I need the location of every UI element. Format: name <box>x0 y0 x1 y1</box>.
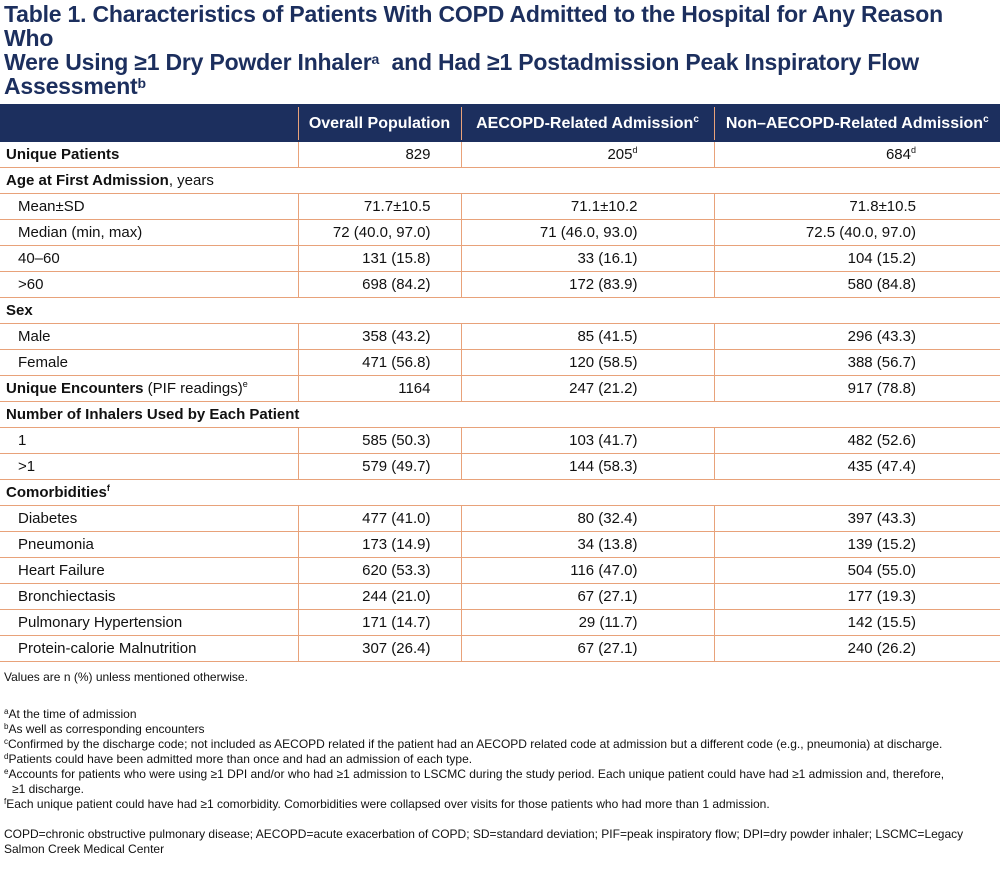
cell-non-aecopd: 482 (52.6) <box>714 428 1000 454</box>
cell-overall: 72 (40.0, 97.0) <box>298 220 461 246</box>
cell-overall: 471 (56.8) <box>298 350 461 376</box>
row-label-male: Male <box>0 324 298 350</box>
cell-aecopd: 33 (16.1) <box>461 246 714 272</box>
table-row <box>0 584 1000 610</box>
table-row <box>0 558 1000 584</box>
row-label-malnutrition: Protein-calorie Malnutrition <box>0 636 298 662</box>
cell-overall: 244 (21.0) <box>298 584 461 610</box>
row-label-inhalers-1: 1 <box>0 428 298 454</box>
table-row <box>0 350 1000 376</box>
footnote-e: $^e$Accounts for patients who were using ≥1 DPI and/or who had ≥1 admission to LSCMC during the study period. Each unique patient could have had ≥1 admission and, therefore, ≥1 discharge. <box>4 767 945 796</box>
cell-aecopd: 205$^d$ <box>461 141 714 168</box>
table-row <box>0 324 1000 350</box>
footnote-d: $^d$Patients could have been admitted more than once and had an admission of each type. <box>4 752 473 766</box>
header-overall-population: Overall Population <box>298 106 461 142</box>
table-row <box>0 454 1000 480</box>
cell-aecopd: 67 (27.1) <box>461 584 714 610</box>
cell-overall: 358 (43.2) <box>298 324 461 350</box>
section-label-comorbidities: Comorbidities$^f$ <box>0 480 1000 506</box>
footnote-c: $^c$Confirmed by the discharge code; not included as AECOPD related if the patient had an AECOPD related code at admission but a different code (e.g., pneumonia) at discharge. <box>4 737 943 751</box>
section-label-inhalers: Number of Inhalers Used by Each Patient <box>0 402 1000 428</box>
title-line-3: Assessment$^b$ <box>4 73 146 99</box>
cell-aecopd: 34 (13.8) <box>461 532 714 558</box>
row-label-median: Median (min, max) <box>0 220 298 246</box>
cell-non-aecopd: 580 (84.8) <box>714 272 1000 298</box>
cell-non-aecopd: 139 (15.2) <box>714 532 1000 558</box>
cell-non-aecopd: 684$^d$ <box>714 141 1000 168</box>
cell-aecopd: 71 (46.0, 93.0) <box>461 220 714 246</box>
cell-overall: 585 (50.3) <box>298 428 461 454</box>
table-header-row <box>0 106 1000 142</box>
row-label-diabetes: Diabetes <box>0 506 298 532</box>
cell-non-aecopd: 435 (47.4) <box>714 454 1000 480</box>
header-aecopd-related: AECOPD-Related Admission$^c$ <box>461 106 714 142</box>
cell-aecopd: 144 (58.3) <box>461 454 714 480</box>
section-row-comorbidities <box>0 480 1000 506</box>
table-row <box>0 636 1000 662</box>
row-label-pneumonia: Pneumonia <box>0 532 298 558</box>
row-label-age-gt60: >60 <box>0 272 298 298</box>
cell-aecopd: 71.1±10.2 <box>461 194 714 220</box>
cell-overall: 131 (15.8) <box>298 246 461 272</box>
cell-overall: 171 (14.7) <box>298 610 461 636</box>
cell-aecopd: 247 (21.2) <box>461 376 714 402</box>
row-label-female: Female <box>0 350 298 376</box>
table-row <box>0 376 1000 402</box>
table-row <box>0 141 1000 168</box>
header-blank <box>0 106 298 142</box>
row-label-unique-patients: Unique Patients <box>0 141 298 168</box>
cell-non-aecopd: 917 (78.8) <box>714 376 1000 402</box>
cell-non-aecopd: 72.5 (40.0, 97.0) <box>714 220 1000 246</box>
cell-overall: 307 (26.4) <box>298 636 461 662</box>
section-label-age: Age at First Admission, years <box>0 168 1000 194</box>
cell-overall: 698 (84.2) <box>298 272 461 298</box>
cell-overall: 620 (53.3) <box>298 558 461 584</box>
table-row <box>0 246 1000 272</box>
cell-non-aecopd: 388 (56.7) <box>714 350 1000 376</box>
cell-non-aecopd: 240 (26.2) <box>714 636 1000 662</box>
cell-aecopd: 67 (27.1) <box>461 636 714 662</box>
cell-aecopd: 120 (58.5) <box>461 350 714 376</box>
cell-overall: 829 <box>298 141 461 168</box>
abbreviations-note: COPD=chronic obstructive pulmonary disease; AECOPD=acute exacerbation of COPD; SD=standard deviation; PIF=peak inspiratory flow; DPI=dry powder inhaler; LSCMC=Legacy Salmon Creek Medical Center <box>4 827 964 856</box>
cell-overall: 1164 <box>298 376 461 402</box>
cell-non-aecopd: 142 (15.5) <box>714 610 1000 636</box>
cell-aecopd: 172 (83.9) <box>461 272 714 298</box>
footnote-b: $^b$As well as corresponding encounters <box>4 722 205 736</box>
table-title <box>0 0 1000 98</box>
cell-aecopd: 29 (11.7) <box>461 610 714 636</box>
cell-non-aecopd: 504 (55.0) <box>714 558 1000 584</box>
row-label-inhalers-gt1: >1 <box>0 454 298 480</box>
table-row <box>0 428 1000 454</box>
title-line-1: Table 1. Characteristics of Patients With COPD Admitted to the Hospital for Any Reason Who <box>4 1 943 51</box>
title-line-2: Were Using ≥1 Dry Powder Inhaler$^a$ and Had ≥1 Postadmission Peak Inspiratory Flow <box>4 49 919 75</box>
header-non-aecopd-related: Non–AECOPD-Related Admission$^c$ <box>714 106 1000 142</box>
cell-overall: 477 (41.0) <box>298 506 461 532</box>
cell-aecopd: 85 (41.5) <box>461 324 714 350</box>
cell-non-aecopd: 397 (43.3) <box>714 506 1000 532</box>
row-label-age-40-60: 40–60 <box>0 246 298 272</box>
row-label-bronchiectasis: Bronchiectasis <box>0 584 298 610</box>
row-label-pulmonary-hypertension: Pulmonary Hypertension <box>0 610 298 636</box>
cell-overall: 173 (14.9) <box>298 532 461 558</box>
cell-non-aecopd: 177 (19.3) <box>714 584 1000 610</box>
cell-non-aecopd: 296 (43.3) <box>714 324 1000 350</box>
footnote-a: $^a$At the time of admission <box>4 707 137 721</box>
footnote-f: $^f$Each unique patient could have had ≥1 comorbidity. Comorbidities were collapsed over visits for those patients who had more than 1 admission. <box>4 797 770 811</box>
row-label-unique-encounters: Unique Encounters (PIF readings)$^e$ <box>0 376 298 402</box>
row-label-mean-sd: Mean±SD <box>0 194 298 220</box>
characteristics-table <box>0 104 1000 662</box>
table-notes <box>0 662 1000 857</box>
section-label-sex: Sex <box>0 298 1000 324</box>
table-row <box>0 506 1000 532</box>
table-row <box>0 272 1000 298</box>
cell-aecopd: 116 (47.0) <box>461 558 714 584</box>
cell-overall: 579 (49.7) <box>298 454 461 480</box>
cell-aecopd: 80 (32.4) <box>461 506 714 532</box>
row-label-heart-failure: Heart Failure <box>0 558 298 584</box>
cell-aecopd: 103 (41.7) <box>461 428 714 454</box>
table-row <box>0 220 1000 246</box>
section-row-age <box>0 168 1000 194</box>
table-row <box>0 610 1000 636</box>
section-row-sex <box>0 298 1000 324</box>
values-note: Values are n (%) unless mentioned otherwise. <box>4 670 248 684</box>
section-row-inhalers <box>0 402 1000 428</box>
cell-overall: 71.7±10.5 <box>298 194 461 220</box>
cell-non-aecopd: 104 (15.2) <box>714 246 1000 272</box>
table-row <box>0 194 1000 220</box>
cell-non-aecopd: 71.8±10.5 <box>714 194 1000 220</box>
table-row <box>0 532 1000 558</box>
